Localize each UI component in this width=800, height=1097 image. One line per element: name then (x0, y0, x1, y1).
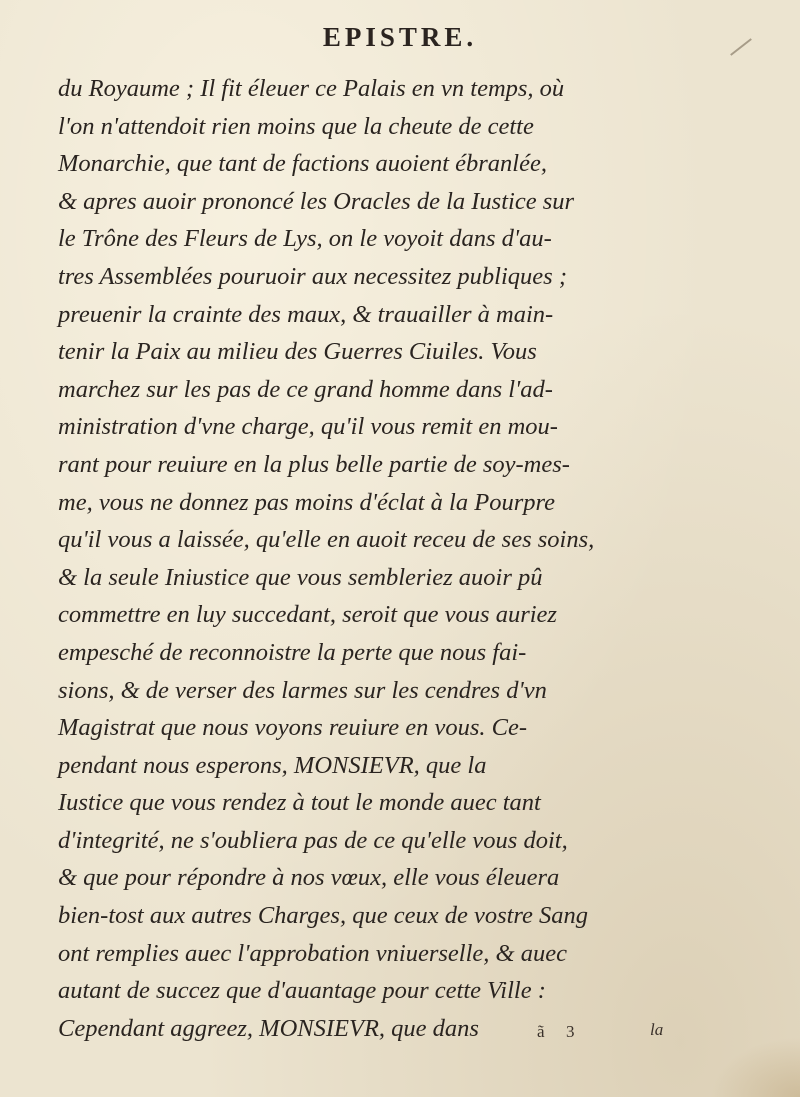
text-line: bien-tost aux autres Charges, que ceux de vostre Sang (58, 902, 589, 930)
text-line: du Royaume ; Il fit éleuer ce Palais en vn temps, où (58, 75, 565, 102)
text-line: le Trône des Fleurs de Lys, on le voyoit dans d'au- (58, 225, 552, 253)
text-line: Cependant aggreez, MONSIEVR, que dans (58, 1014, 479, 1042)
text-line: ministration d'vne charge, qu'il vous remit en mou- (58, 413, 558, 441)
text-line: commettre en luy succedant, seroit que vous auriez (58, 601, 557, 629)
text-line: marchez sur les pas de ce grand homme dans l'ad- (58, 375, 553, 403)
text-line: Magistrat que nous voyons reuiure en vous. Ce- (58, 714, 528, 742)
text-line: pendant nous esperons, MONSIEVR, que la (58, 751, 487, 779)
text-line: ont remplies auec l'approbation vniuerselle, & auec (58, 939, 567, 967)
text-line: & apres auoir prononcé les Oracles de la Iustice sur (58, 187, 575, 215)
text-line: & que pour répondre à nos vœux, elle vous éleuera (58, 864, 560, 892)
text-line: Monarchie, que tant de factions auoient ébranlée, (58, 150, 547, 178)
text-line: sions, & de verser des larmes sur les cendres d'vn (58, 676, 547, 704)
text-line: rant pour reuiure en la plus belle partie de soy-mes- (58, 450, 570, 478)
text-line: empesché de reconnoistre la perte que nous fai- (58, 638, 527, 666)
running-head: EPISTRE. (322, 22, 478, 52)
text-line: Iustice que vous rendez à tout le monde auec tant (58, 789, 541, 817)
text-line: l'on n'attendoit rien moins que la cheute de cette (58, 112, 534, 140)
body-text (58, 70, 698, 1047)
text-line: d'integrité, ne s'oubliera pas de ce qu'elle vous doit, (58, 826, 568, 854)
paper-stain (710, 1037, 800, 1097)
text-line: autant de succez que d'auantage pour cette Ville : (58, 977, 546, 1005)
text-line: preuenir la crainte des maux, & trauailler à main- (58, 300, 554, 328)
signature-mark: ã (537, 1022, 545, 1041)
page-footer (0, 1022, 800, 1052)
text-line: tenir la Paix au milieu des Guerres Ciuiles. Vous (58, 338, 537, 366)
text-line: tres Assemblées pouruoir aux necessitez publiques ; (58, 262, 567, 290)
text-line: me, vous ne donnez pas moins d'éclat à la Pourpre (58, 488, 555, 516)
text-line: qu'il vous a laissée, qu'elle en auoit receu de ses soins, (58, 526, 595, 554)
catchword: la (650, 1020, 664, 1039)
text-line: & la seule Iniustice que vous sembleriez auoir pû (58, 563, 543, 591)
signature-number: 3 (566, 1022, 575, 1041)
